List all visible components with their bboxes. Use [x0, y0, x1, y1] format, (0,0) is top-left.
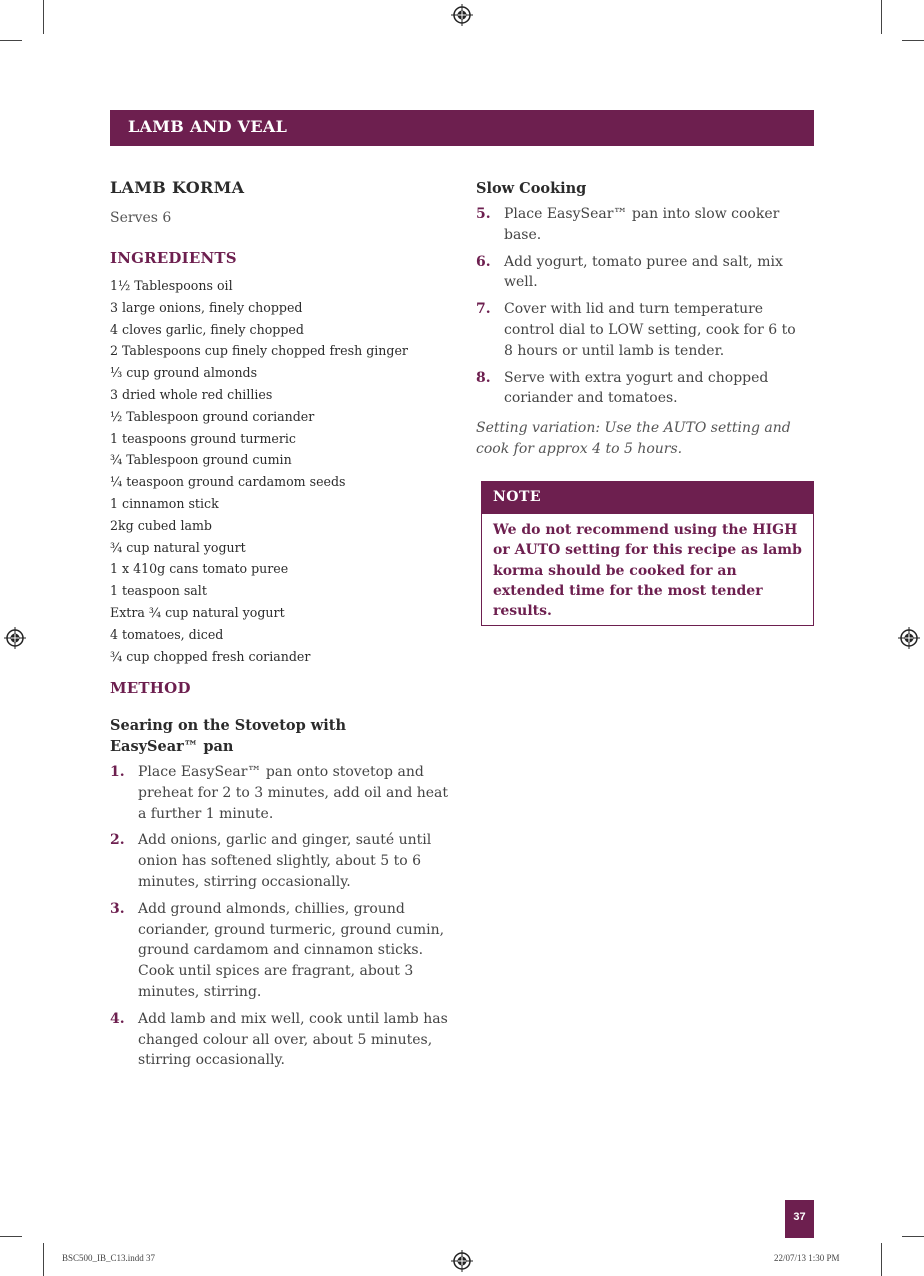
section-banner-label: LAMB AND VEAL [128, 117, 288, 136]
ingredient-item: ¼ teaspoon ground cardamom seeds [110, 474, 346, 490]
ingredient-item: 3 dried whole red chillies [110, 386, 273, 402]
page-number: 37 [793, 1211, 806, 1223]
ingredient-item: 2kg cubed lamb [110, 517, 212, 533]
step-number: 1. [110, 764, 125, 780]
slow-cooking-steps [476, 204, 796, 409]
crop-mark-top-right-v [881, 0, 882, 34]
setting-variation: Setting variation: Use the AUTO setting and cook for approx 4 to 5 hours. [476, 420, 791, 457]
section-banner [110, 110, 814, 146]
ingredient-item: 3 large onions, finely chopped [110, 299, 303, 315]
searing-heading-line: Searing on the Stovetop with [110, 717, 347, 734]
ingredient-item: ¾ Tablespoon ground cumin [110, 452, 292, 468]
recipe-title: LAMB KORMA [110, 178, 245, 197]
searing-steps [110, 762, 455, 1071]
step-number: 7. [476, 301, 491, 318]
registration-mark-icon [4, 627, 26, 649]
step-number: 5. [476, 206, 491, 222]
crop-mark-bottom-left-v [43, 1243, 44, 1276]
method-step [110, 1009, 455, 1071]
crop-mark-bottom-right-h [902, 1236, 924, 1237]
step-text: Add lamb and mix well, cook until lamb has changed colour all over, about 5 minutes, stirring occasionally. [138, 1010, 448, 1069]
crop-mark-top-left-h [0, 40, 22, 41]
method-step [110, 830, 455, 892]
slug-right: 22/07/13 1:30 PM [774, 1253, 840, 1263]
note-heading: NOTE [493, 489, 542, 505]
ingredient-item: ¾ cup natural yogurt [110, 539, 246, 555]
ingredient-item: ½ Tablespoon ground coriander [110, 408, 315, 424]
crop-mark-top-left-v [43, 0, 44, 34]
note-header [482, 482, 813, 514]
ingredients-heading: INGREDIENTS [110, 249, 237, 267]
step-text: Place EasySear™ pan onto stovetop and preheat for 2 to 3 minutes, add oil and heat a further 1 minute. [138, 764, 449, 822]
searing-heading-line: EasySear™ pan [110, 738, 234, 755]
crop-mark-top-right-h [902, 40, 924, 41]
method-step [476, 204, 796, 246]
ingredient-item: ⅓ cup ground almonds [110, 365, 258, 381]
method-step [110, 762, 455, 824]
crop-mark-bottom-left-h [0, 1236, 22, 1237]
ingredient-item: 4 cloves garlic, finely chopped [110, 321, 304, 337]
step-text: Cover with lid and turn temperature control dial to LOW setting, cook for 6 to 8 hours or until lamb is tender. [504, 301, 796, 359]
registration-mark-icon [898, 627, 920, 649]
ingredient-item: 1 teaspoon salt [110, 583, 207, 599]
ingredient-item: 2 Tablespoons cup finely chopped fresh ginger [110, 343, 408, 359]
step-text: Serve with extra yogurt and chopped coriander and tomatoes. [504, 369, 769, 407]
ingredient-item: ¾ cup chopped fresh coriander [110, 648, 311, 664]
ingredients-list [110, 275, 408, 667]
step-text: Add onions, garlic and ginger, sauté until onion has softened slightly, about 5 to 6 minutes, stirring occasionally. [138, 832, 432, 890]
step-number: 8. [476, 369, 491, 386]
ingredient-item: 4 tomatoes, diced [110, 626, 224, 642]
step-text: Add yogurt, tomato puree and salt, mix well. [504, 253, 783, 291]
ingredient-item: 1 teaspoons ground turmeric [110, 430, 296, 446]
ingredient-item: 1½ Tablespoons oil [110, 278, 233, 293]
recipe-serves: Serves 6 [110, 210, 172, 226]
method-step [476, 368, 796, 410]
crop-mark-bottom-right-v [881, 1243, 882, 1276]
note-body: We do not recommend using the HIGH or AUTO setting for this recipe as lamb korma should be cooked for an extended time for the most tender results. [493, 522, 802, 620]
method-heading: METHOD [110, 679, 191, 697]
note-box [481, 481, 814, 626]
ingredient-item: 1 x 410g cans tomato puree [110, 561, 289, 577]
registration-mark-icon [451, 4, 473, 26]
slow-cooking-heading: Slow Cooking [476, 180, 587, 197]
step-number: 3. [110, 900, 125, 917]
registration-mark-icon [451, 1250, 473, 1272]
step-text: Place EasySear™ pan into slow cooker base. [504, 206, 780, 243]
slug-left: BSC500_IB_C13.indd 37 [62, 1253, 156, 1263]
step-number: 2. [110, 832, 125, 849]
ingredient-item: Extra ¾ cup natural yogurt [110, 604, 285, 620]
step-text: Add ground almonds, chillies, ground coriander, ground turmeric, ground cumin, ground cardamom and cinnamon sticks. Cook until spices are fragrant, about 3 minutes, stirring. [138, 900, 445, 1000]
searing-heading [110, 715, 346, 757]
ingredient-item: 1 cinnamon stick [110, 495, 219, 511]
step-number: 6. [476, 253, 491, 270]
step-number: 4. [110, 1010, 125, 1027]
method-step [476, 252, 796, 294]
method-step [110, 899, 455, 1003]
page-number-box [785, 1200, 814, 1238]
method-step [476, 299, 796, 361]
